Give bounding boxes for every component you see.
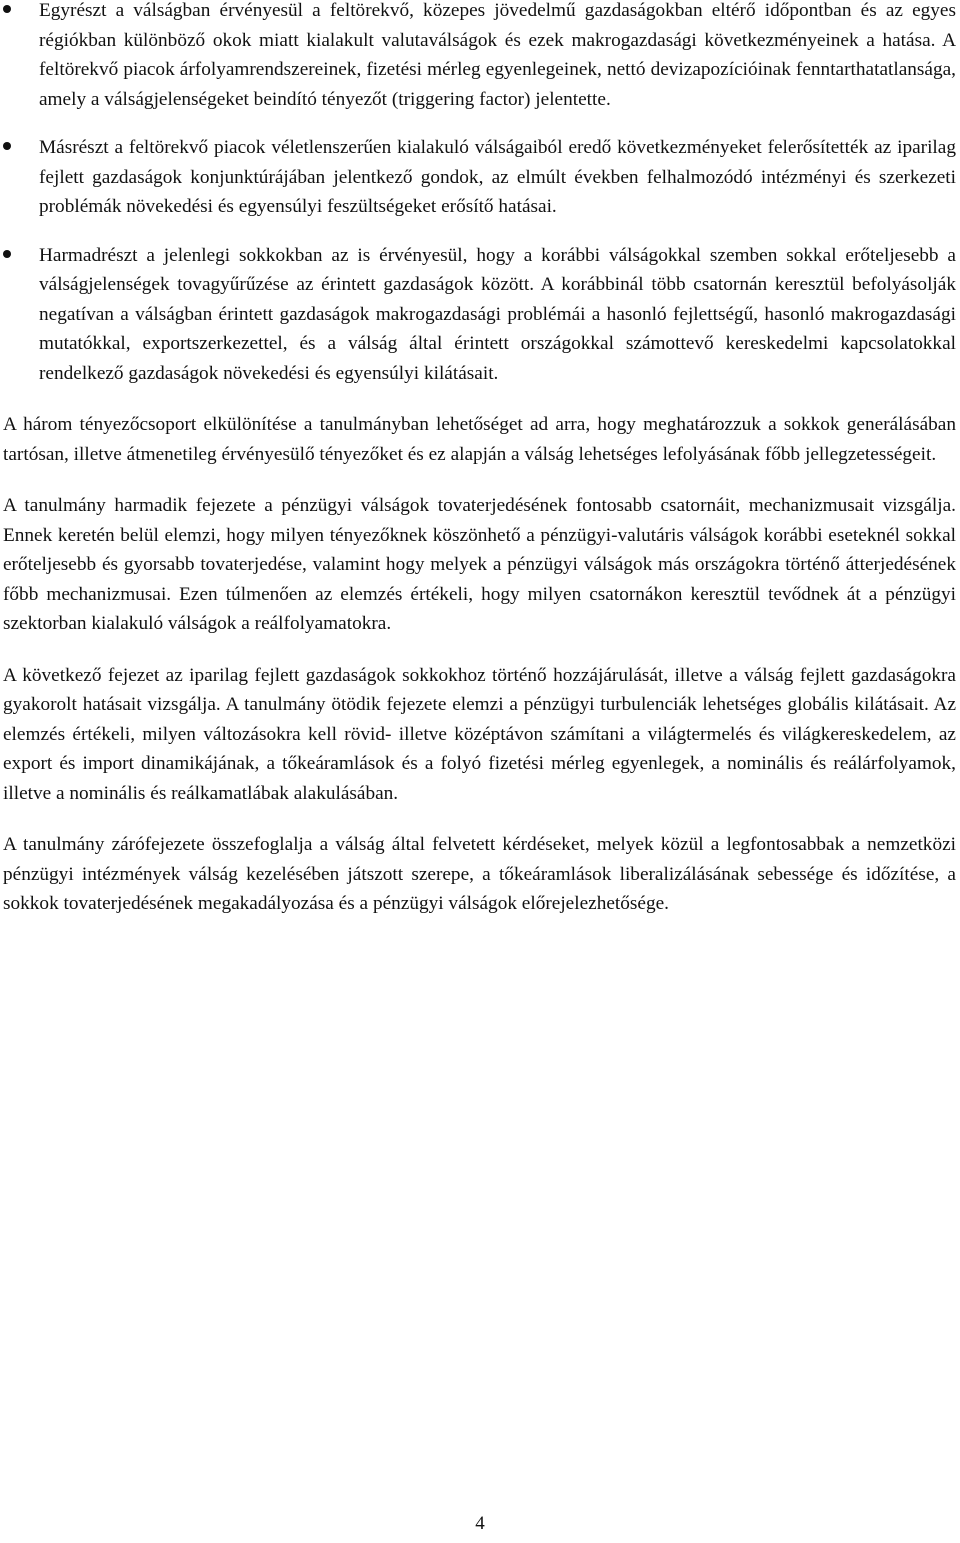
bullet-icon (3, 5, 11, 13)
bullet-item (3, 0, 956, 114)
bullet-icon (3, 142, 11, 150)
page-number: 4 (475, 1513, 485, 1534)
page-content (3, 0, 956, 941)
bullet-text: Másrészt a feltörekvő piacok véletlenszerűen kialakuló válságaiból eredő következményeket felerősítették az iparilag fejlett gazdaságok konjunktúrájában jelentkező gondok, az elmúlt években felhalmozódó intézményi és szerkezeti problémák növekedési és egyensúlyi feszültségeket erősítő hatásai. (39, 137, 956, 217)
bullet-item (3, 241, 956, 389)
body-paragraph: A tanulmány harmadik fejezete a pénzügyi válságok tovaterjedésének fontosabb csatornáit, mechanizmusait vizsgálja. Ennek keretén belül elemzi, hogy milyen tényezőknek köszönhető a pénzügyi-valutáris válságok korábbi eseteknél sokkal erőteljesebb és gyorsabb tovaterjedése, valamint hogy melyek a pénzügyi válságok más országokra történő átterjedésének főbb mechanizmusai. Ezen túlmenően az elemzés értékeli, hogy milyen csatornákon keresztül tevődnek át a pénzügyi szektorban kialakuló válságok a reálfolyamatokra. (3, 495, 956, 634)
body-paragraph: A következő fejezet az iparilag fejlett gazdaságok sokkokhoz történő hozzájárulását, illetve a válság fejlett gazdaságokra gyakorolt hatásait vizsgálja. A tanulmány ötödik fejezete elemzi a pénzügyi turbulenciák lehetséges globális kilátásait. Az elemzés értékeli, milyen változásokra kell rövid- illetve középtávon számítani a világtermelés és világkereskedelem, az export és import dinamikájának, a tőkeáramlások és a folyó fizetési mérleg egyenlegek, a nominális és reálárfolyamok, illetve a nominális és reálkamatlábak alakulásában. (3, 664, 956, 804)
bullet-item (3, 133, 956, 222)
bullet-text: Harmadrészt a jelenlegi sokkokban az is érvényesül, hogy a korábbi válságokkal szemben sokkal erőteljesebb a válságjelenségek tovagyűrűzése az érintett gazdaságok között. A korábbinál több csatornán keresztül befolyásolják negatívan a válságban érintett gazdaságok makrogazdasági problémái a hasonló fejlettségű, hasonló makrogazdasági mutatókkal, exportszerkezettel, és a válság által érintett országokkal számottevő kereskedelmi kapcsolatokkal rendelkező gazdaságok növekedési és egyensúlyi kilátásait. (39, 244, 956, 384)
bullet-icon (3, 250, 11, 258)
body-paragraph: A három tényezőcsoport elkülönítése a tanulmányban lehetőséget ad arra, hogy meghatározzuk a sokkok generálásában tartósan, illetve átmenetileg érvényesülő tényezőket és ez alapján a válság lehetséges lefolyásának főbb jellegzetességeit. (3, 414, 956, 465)
bullet-text: Egyrészt a válságban érvényesül a feltörekvő, közepes jövedelmű gazdaságokban eltérő időpontban és az egyes régiókban különböző okok miatt kialakult valutaválságok és ezek makrogazdasági következményeinek a hatása. A feltörekvő piacok árfolyamrendszereinek, fizetési mérleg egyenlegeinek, nettó devizapozícióinak fenntarthatatlansága, amely a válságjelenségeket beindító tényezőt (triggering factor) jelentette. (39, 0, 956, 110)
bullet-list (3, 0, 956, 388)
body-paragraph: A tanulmány zárófejezete összefoglalja a válság által felvetett kérdéseket, melyek közül a legfontosabbak a nemzetközi pénzügyi intézmények válság kezelésében játszott szerepe, a tőkeáramlások liberalizálásának sebessége és időzítése, a sokkok tovaterjedésének megakadályozása és a pénzügyi válságok előrejelezhetősége. (3, 834, 956, 914)
